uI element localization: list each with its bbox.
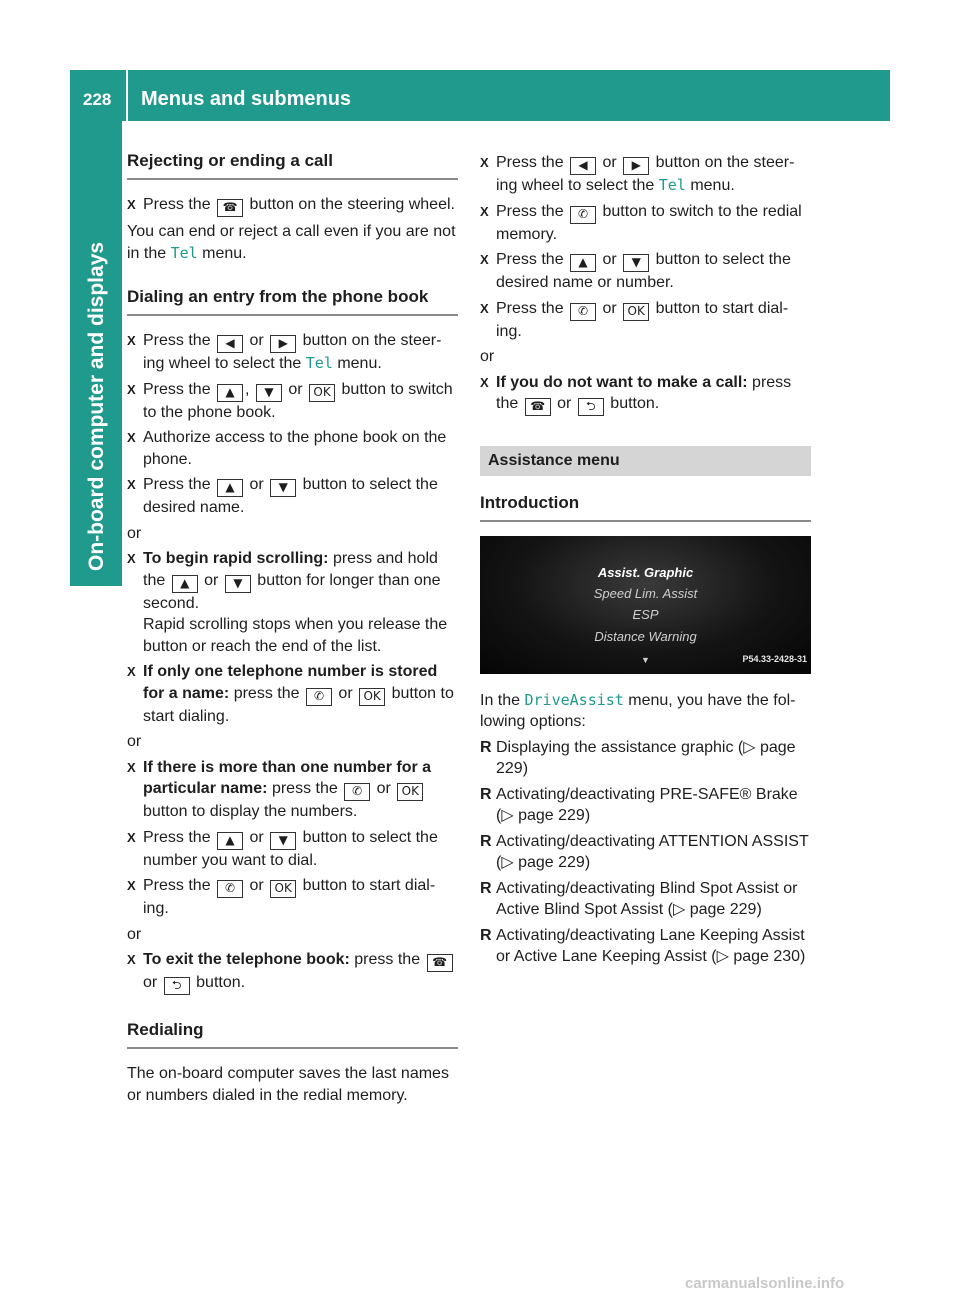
heading-rejecting: Rejecting or ending a call [127, 150, 458, 180]
screen-item: Speed Lim. Assist [593, 585, 698, 601]
left-column [127, 150, 458, 1110]
step: X If only one telephone number is stored for a name: press the ✆ or OK button to start dialing. [127, 663, 454, 725]
down-key-icon: ▼ [270, 479, 296, 497]
step: X Press the ✆ or OK button to start dial- ing. [127, 877, 436, 917]
right-key-icon: ▶ [270, 335, 296, 353]
back-key-icon: ⮌ [578, 398, 604, 416]
down-key-icon: ▼ [270, 832, 296, 850]
list-item: R Activating/deactivating Lane Keeping Assist or Active Lane Keeping Assist (▷ page 230) [480, 926, 806, 965]
ok-key-icon: OK [623, 303, 649, 321]
hangup-key-icon: ☎ [525, 398, 551, 416]
down-key-icon: ▼ [225, 575, 251, 593]
left-key-icon: ◀ [217, 335, 243, 353]
redial-paragraph: The on-board computer saves the last names or numbers dialed in the redial memory. [127, 1065, 449, 1104]
call-key-icon: ✆ [217, 880, 243, 898]
list-item: R Activating/deactivating Blind Spot Assist or Active Blind Spot Assist (▷ page 229) [480, 879, 798, 918]
call-key-icon: ✆ [306, 688, 332, 706]
down-key-icon: ▼ [256, 384, 282, 402]
step: X Press the ✆ or OK button to start dial- ing. [480, 299, 789, 340]
tel-menu-label: Tel [658, 176, 686, 194]
or-text: or [127, 733, 142, 750]
step: X To begin rapid scrolling: press and hold the ▲ or ▼ button for longer than one second. Rapid scrolling stops when you release the button or reach the end of the list. [127, 550, 448, 655]
call-key-icon: ✆ [570, 206, 596, 224]
step: X Press the ◀ or ▶ button on the steer- ing wheel to select the Tel menu. [480, 154, 795, 194]
list-item: R Activating/deactivating PRE-SAFE® Brake (▷ page 229) [480, 785, 798, 824]
heading-introduction: Introduction [480, 492, 811, 522]
ok-key-icon: OK [397, 783, 423, 801]
right-key-icon: ▶ [623, 157, 649, 175]
chapter-label: On-board computer and displays [85, 241, 108, 571]
ok-key-icon: OK [359, 688, 385, 706]
ok-key-icon: OK [270, 880, 296, 898]
step: X Press the ▲ or ▼ button to select the number you want to dial. [127, 828, 438, 869]
page-title: Menus and submenus [141, 88, 352, 110]
list-item: R Activating/deactivating ATTENTION ASSIST (▷ page 229) [480, 832, 809, 871]
chapter-tab [70, 121, 122, 586]
section-bar-assistance: Assistance menu [480, 446, 811, 476]
hangup-key-icon: ☎ [427, 954, 453, 972]
step: X Press the ▲ , ▼ or OK button to switch to the phone book. [127, 380, 453, 421]
call-key-icon: ✆ [570, 303, 596, 321]
or-text: or [127, 925, 142, 943]
step: X Press the ◀ or ▶ button on the steer- ing wheel to select the Tel menu. [127, 332, 442, 372]
down-key-icon: ▼ [623, 254, 649, 272]
screen-item: Assist. Graphic [597, 564, 694, 580]
step: X Press the ▲ or ▼ button to select the desired name or number. [480, 251, 791, 291]
ok-key-icon: OK [309, 384, 335, 402]
hangup-key-icon: ☎ [217, 199, 243, 217]
screen-item: Distance Warning [594, 628, 697, 644]
driveassist-menu-label: DriveAssist [524, 690, 624, 709]
screen-item: ESP [632, 606, 659, 622]
back-key-icon: ⮌ [164, 977, 190, 995]
watermark: carmanualsonline.info [685, 1275, 845, 1292]
step: X If you do not want to make a call: press the ☎ or ⮌ button. [480, 372, 811, 417]
right-column [480, 152, 811, 972]
step: X Press the ▲ or ▼ button to select the desired name. [127, 476, 438, 516]
or-text: or [480, 348, 495, 365]
up-key-icon: ▲ [217, 832, 243, 850]
up-key-icon: ▲ [570, 254, 596, 272]
header-divider [126, 70, 128, 121]
step: X Press the ☎ button on the steering wheel. [127, 194, 458, 217]
heading-redialing: Redialing [127, 1019, 458, 1049]
step: X Press the ✆ button to switch to the redial memory. [480, 202, 802, 243]
step: X If there is more than one number for a particular name: press the ✆ or OK button to display the numbers. [127, 758, 432, 820]
step: X To exit the telephone book: press the ☎ or ⮌ button. [127, 949, 458, 995]
tel-menu-label: Tel [305, 354, 333, 372]
step: X Authorize access to the phone book on the phone. [127, 429, 447, 468]
up-key-icon: ▲ [217, 384, 243, 402]
heading-phonebook: Dialing an entry from the phone book [127, 286, 458, 316]
up-key-icon: ▲ [172, 575, 198, 593]
tel-menu-label: Tel [170, 243, 198, 262]
up-key-icon: ▲ [217, 479, 243, 497]
scroll-down-icon: ▼ [641, 654, 650, 665]
list-item: R Displaying the assistance graphic (▷ page 229) [480, 738, 796, 777]
display-screenshot [480, 536, 811, 674]
step-marker: X [127, 197, 136, 212]
page-number: 228 [83, 90, 112, 109]
paragraph: You can end or reject a call even if you are not in the Tel menu. [127, 223, 456, 262]
left-key-icon: ◀ [570, 157, 596, 175]
call-key-icon: ✆ [344, 783, 370, 801]
image-code: P54.33-2428-31 [742, 654, 807, 664]
or-text: or [127, 524, 142, 542]
intro-paragraph: In the DriveAssist menu, you have the fol- lowing options: [480, 690, 796, 730]
